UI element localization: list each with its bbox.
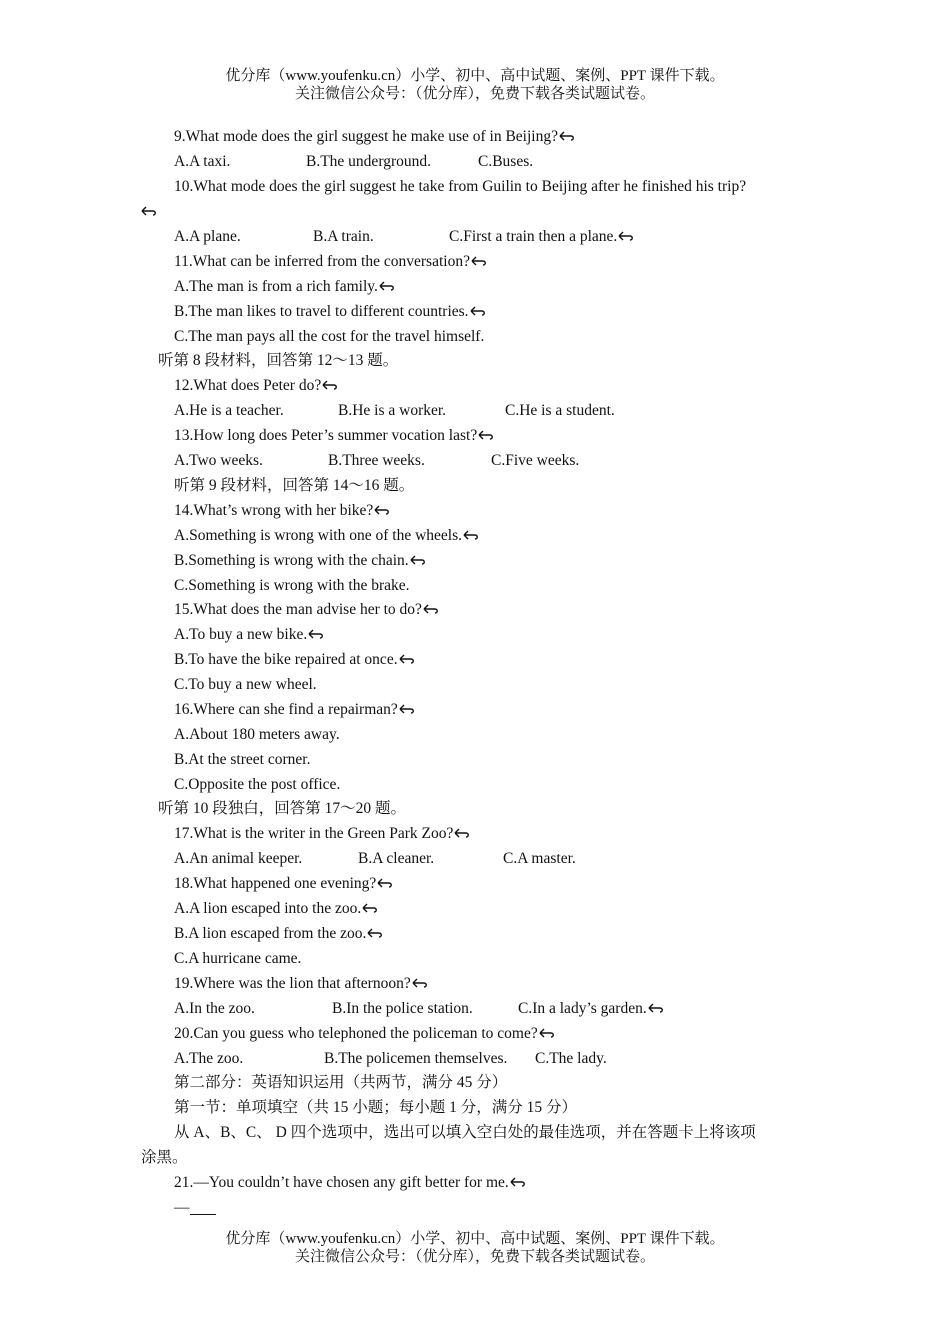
return-mark-icon [367,927,384,939]
footer-line-1: 优分库（www.youfenku.cn）小学、初中、高中试题、案例、PPT 课件下载。 [225,1231,725,1247]
question-14-option-c: C.Something is wrong with the brake. [174,577,410,594]
question-21-reply: — [0,1198,950,1218]
answer-blank [190,1200,216,1215]
question-20: 20.Can you guess who telephoned the policeman to come? [0,1024,950,1044]
option-c: C.The lady. [535,1050,607,1067]
option-a: A.In the zoo. [174,1000,255,1017]
part-two-heading: 第二部分：英语知识运用（共两节，满分 45 分） [174,1074,508,1091]
option-c: C.He is a student. [505,402,615,419]
question-17: 17.What is the writer in the Green Park Zoo? [0,824,950,844]
question-11-option-b: B.The man likes to travel to different countries. [0,302,950,322]
option-c: C.Buses. [478,153,534,170]
question-15-option-a: A.To buy a new bike. [0,625,950,645]
return-mark-icon [412,977,429,989]
return-mark-icon [141,205,158,217]
return-mark-icon [374,504,391,516]
return-mark-icon [379,280,396,292]
question-15: 15.What does the man advise her to do? [0,600,950,620]
question-15-option-c: C.To buy a new wheel. [174,676,317,693]
return-mark-icon [470,305,487,317]
question-14: 14.What’s wrong with her bike? [0,501,950,521]
option-b: B.The policemen themselves. [324,1050,508,1067]
question-16-option-b: B.At the street corner. [174,751,311,768]
return-mark-icon [510,1176,527,1188]
question-18-option-b: B.A lion escaped from the zoo. [0,924,950,944]
option-b: B.A train. [313,228,374,245]
return-mark-icon [463,529,480,541]
return-mark-icon [454,827,471,839]
option-c: C.First a train then a plane. [449,227,635,247]
question-11-option-c: C.The man pays all the cost for the travel himself. [174,328,485,345]
return-mark-icon [399,653,416,665]
return-mark-icon [377,877,394,889]
question-18-option-c: C.A hurricane came. [174,950,302,967]
page-footer [0,1230,950,1266]
header-line-1: 优分库（www.youfenku.cn）小学、初中、高中试题、案例、PPT 课件下载。 [225,68,725,84]
option-c: C.Five weeks. [491,452,580,469]
question-16-option-a: A.About 180 meters away. [174,726,340,743]
question-16: 16.Where can she find a repairman? [0,700,950,720]
question-13: 13.How long does Peter’s summer vocation last? [0,426,950,446]
return-mark-icon [362,902,379,914]
option-c: C.In a lady’s garden. [518,999,665,1019]
header-line-2: 关注微信公众号：（优分库），免费下载各类试题试卷。 [294,86,655,102]
footer-line-2: 关注微信公众号：（优分库），免费下载各类试题试卷。 [294,1249,655,1265]
return-mark-icon [539,1027,556,1039]
option-b: B.A cleaner. [358,850,435,867]
question-14-option-b: B.Something is wrong with the chain. [0,551,950,571]
section-heading-8: 听第 8 段材料，回答第 12～13 题。 [158,352,399,369]
option-a: A.Two weeks. [174,452,263,469]
option-a: A.The zoo. [174,1050,244,1067]
question-19: 19.Where was the lion that afternoon? [0,974,950,994]
instructions-line-2: 涂黑。 [141,1149,188,1166]
return-mark-icon [410,554,427,566]
return-mark-icon [478,429,495,441]
question-16-option-c: C.Opposite the post office. [174,776,341,793]
option-a: A.He is a teacher. [174,402,284,419]
option-b: B.Three weeks. [328,452,425,469]
return-mark-icon [423,603,440,615]
question-18-option-a: A.A lion escaped into the zoo. [0,899,950,919]
option-b: B.He is a worker. [338,402,447,419]
question-18: 18.What happened one evening? [0,874,950,894]
return-mark-icon [618,230,635,242]
option-b: B.In the police station. [332,1000,473,1017]
question-11-option-a: A.The man is from a rich family. [0,277,950,297]
return-mark-icon [322,379,339,391]
return-mark-icon [308,628,325,640]
instructions-line-1: 从 A、B、C、 D 四个选项中，选出可以填入空白处的最佳选项，并在答题卡上将该项 [174,1124,756,1141]
option-a: A.An animal keeper. [174,850,303,867]
option-b: B.The underground. [306,153,431,170]
return-mark-icon [648,1002,665,1014]
question-9: 9.What mode does the girl suggest he make use of in Beijing? [0,127,950,147]
return-mark-icon [471,255,488,267]
option-c: C.A master. [503,850,576,867]
question-14-option-a: A.Something is wrong with one of the wheels. [0,526,950,546]
option-a: A.A plane. [174,228,241,245]
section-heading-9: 听第 9 段材料，回答第 14～16 题。 [174,477,415,494]
option-a: A.A taxi. [174,153,231,170]
question-10: 10.What mode does the girl suggest he take from Guilin to Beijing after he finished his trip? [174,178,747,195]
section-heading-10: 听第 10 段独白，回答第 17～20 题。 [158,800,407,817]
question-15-option-b: B.To have the bike repaired at once. [0,650,950,670]
part-two-section-one-heading: 第一节：单项填空（共 15 小题；每小题 1 分，满分 15 分） [174,1099,578,1116]
question-21: 21.—You couldn’t have chosen any gift better for me. [0,1173,950,1193]
return-mark-icon [399,703,416,715]
question-12: 12.What does Peter do? [0,376,950,396]
question-10-continuation [0,202,950,222]
page-header [0,67,950,103]
question-11: 11.What can be inferred from the conversation? [0,252,950,272]
return-mark-icon [559,130,576,142]
